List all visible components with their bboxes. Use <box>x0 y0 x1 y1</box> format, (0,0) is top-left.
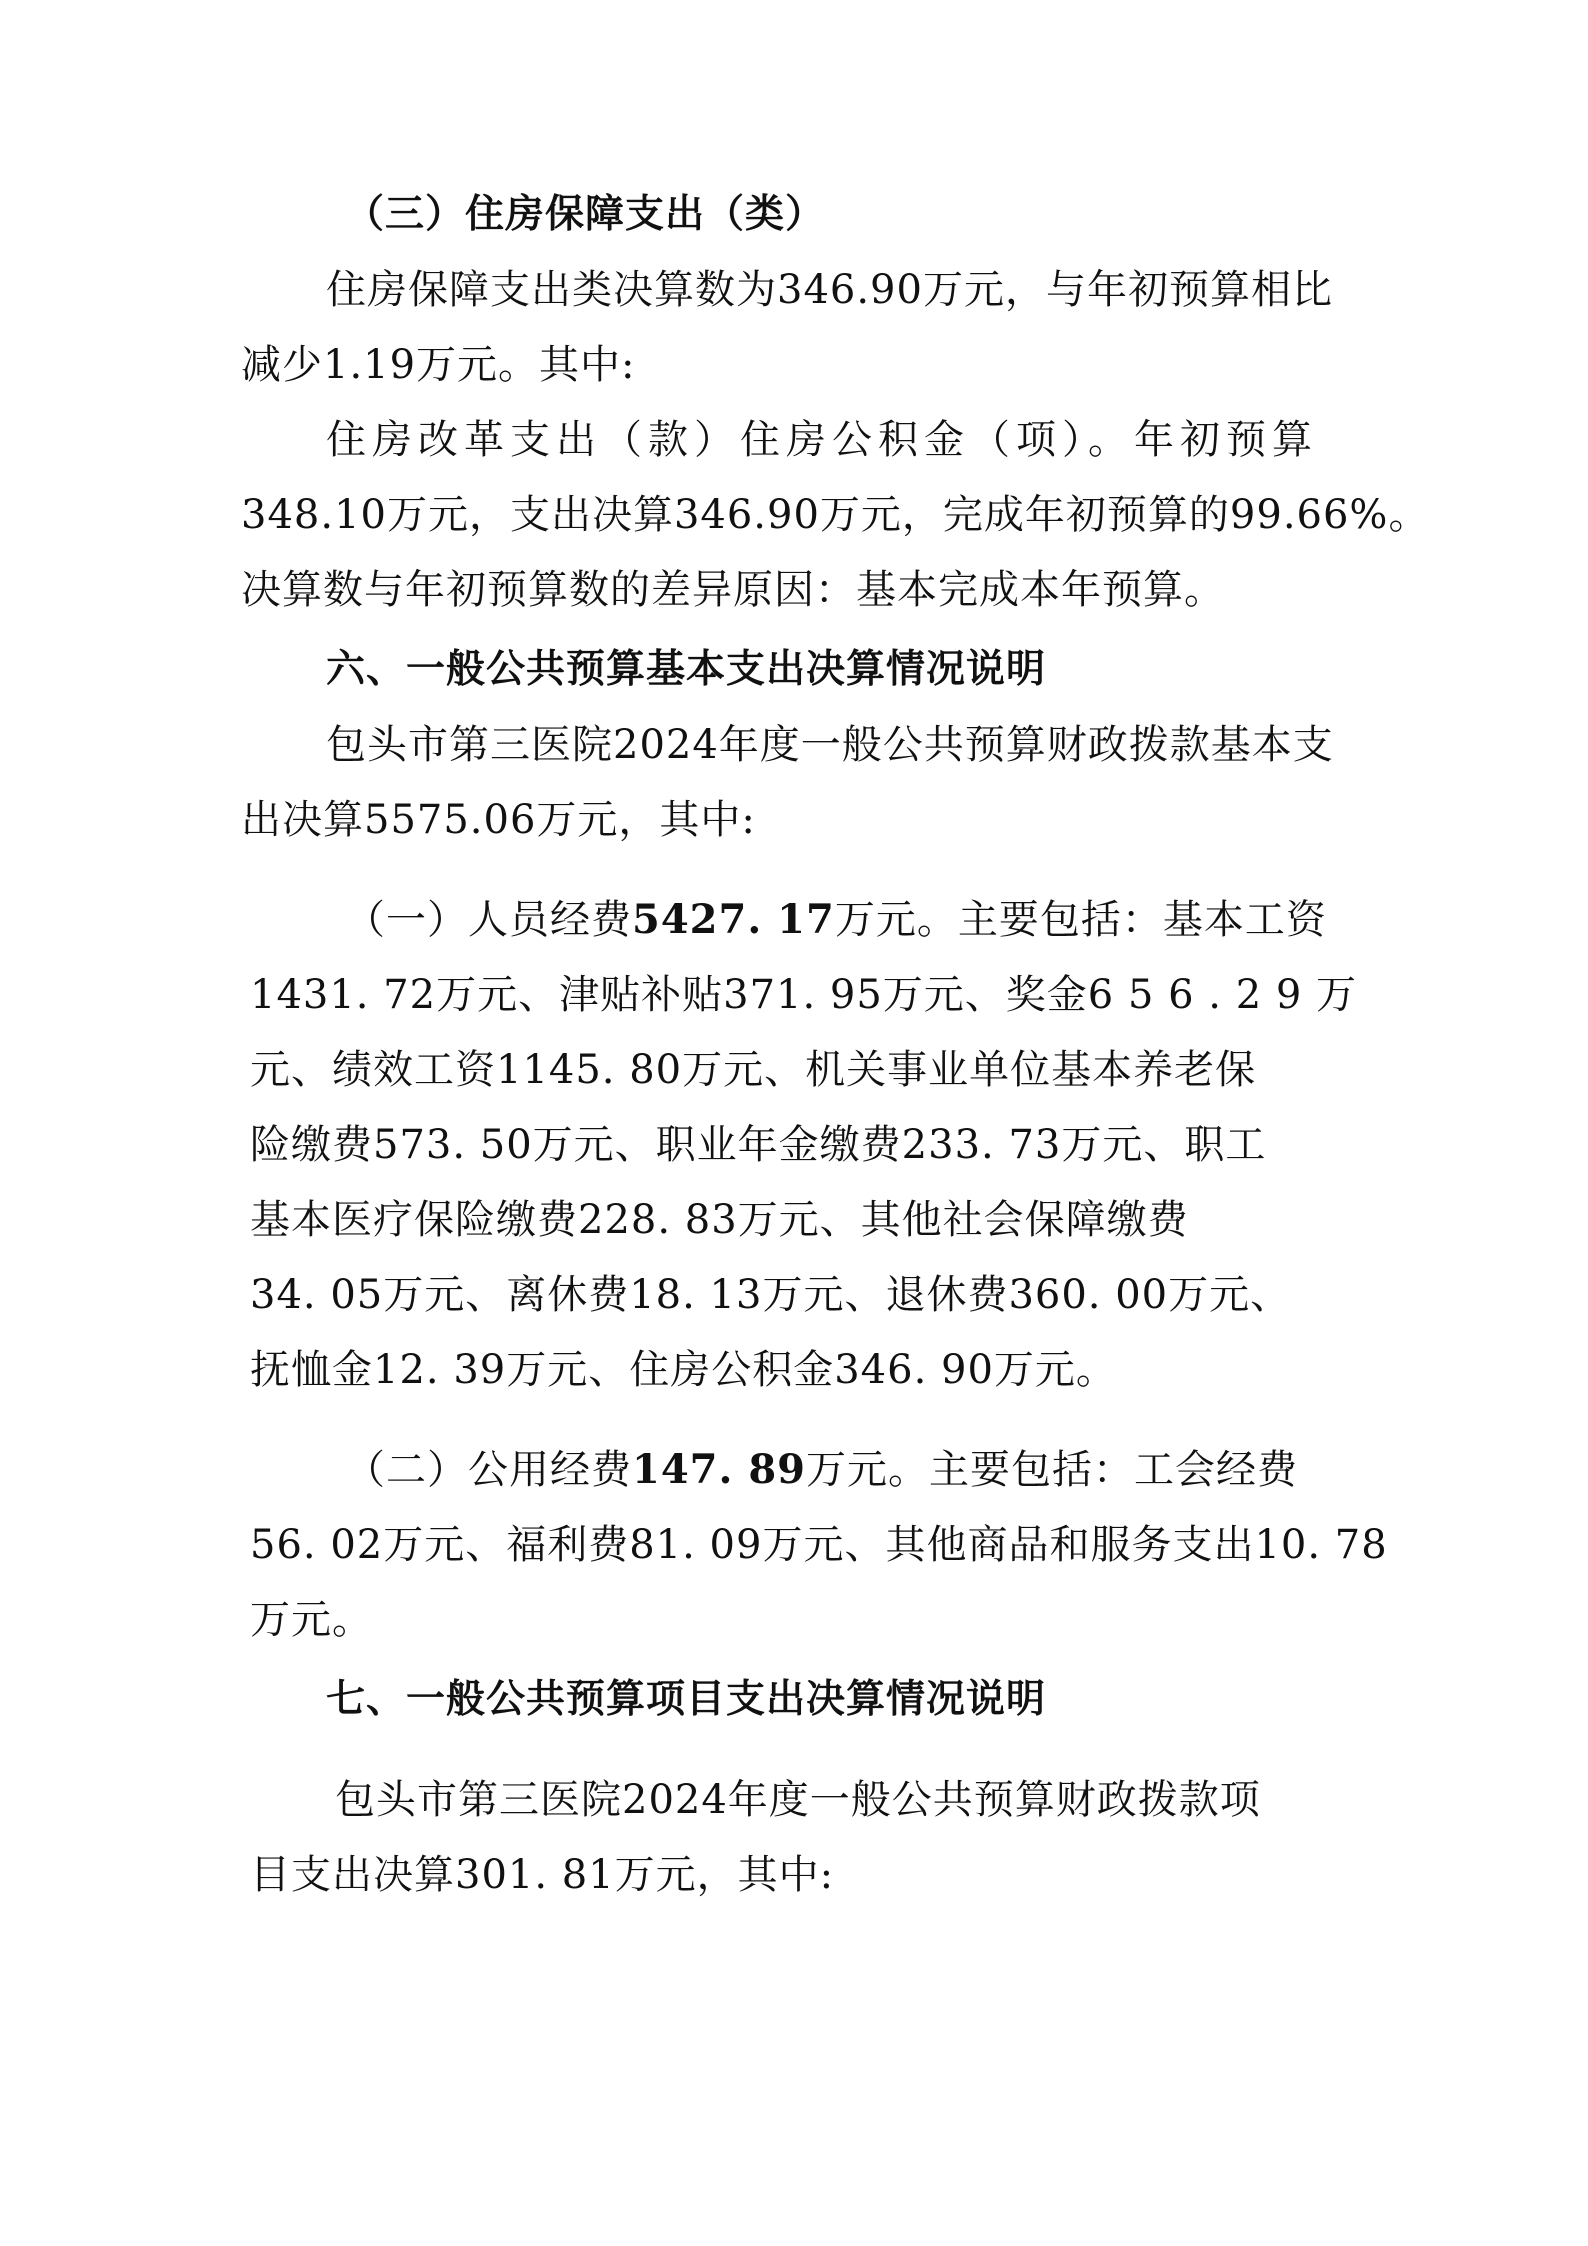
personnel-expense-line <box>345 896 1327 944</box>
paragraph-line: 抚恤金12. 39万元、住房公积金346. 90万元。 <box>250 1347 1117 1393</box>
paragraph-line: 出决算5575.06万元，其中: <box>241 797 756 843</box>
paragraph-line: 348.10万元，支出决算346.90万元，完成年初预算的99.66%。 <box>241 492 1430 538</box>
personnel-expense-amount: 5427. 17 <box>632 896 835 943</box>
personnel-expense-desc: 万元。主要包括：基本工资 <box>834 897 1327 943</box>
paragraph-line: 包头市第三医院2024年度一般公共预算财政拨款基本支 <box>326 722 1334 768</box>
paragraph-line: 险缴费573. 50万元、职业年金缴费233. 73万元、职工 <box>250 1122 1267 1168</box>
paragraph-line: 包头市第三医院2024年度一般公共预算财政拨款项 <box>335 1777 1261 1823</box>
paragraph-line: 万元。 <box>250 1597 373 1643</box>
personnel-expense-label: （一）人员经费 <box>345 897 632 943</box>
paragraph-line: 1431. 72万元、津贴补贴371. 95万元、奖金6 5 6 . 2 9 万 <box>250 972 1358 1018</box>
paragraph-line: 34. 05万元、离休费18. 13万元、退休费360. 00万元、 <box>250 1272 1292 1318</box>
paragraph-line: 住房改革支出（款）住房公积金（项）。年初预算 <box>326 417 1318 463</box>
paragraph-line: 减少1.19万元。其中: <box>241 342 636 388</box>
public-expense-label: （二）公用经费 <box>345 1447 632 1493</box>
section-heading-basic-expenditure: 六、一般公共预算基本支出决算情况说明 <box>326 647 1047 692</box>
public-expense-line <box>345 1446 1298 1494</box>
paragraph-line: 56. 02万元、福利费81. 09万元、其他商品和服务支出10. 78 <box>250 1522 1388 1568</box>
section-heading-housing: （三）住房保障支出（类） <box>345 192 826 237</box>
paragraph-line: 决算数与年初预算数的差异原因：基本完成本年预算。 <box>241 567 1225 613</box>
public-expense-amount: 147. 89 <box>632 1446 807 1493</box>
paragraph-line: 基本医疗保险缴费228. 83万元、其他社会保障缴费 <box>250 1197 1189 1243</box>
paragraph-line: 住房保障支出类决算数为346.90万元，与年初预算相比 <box>326 267 1333 313</box>
paragraph-line: 元、绩效工资1145. 80万元、机关事业单位基本养老保 <box>250 1047 1257 1093</box>
section-heading-project-expenditure: 七、一般公共预算项目支出决算情况说明 <box>326 1677 1047 1722</box>
public-expense-desc: 万元。主要包括：工会经费 <box>806 1447 1299 1493</box>
paragraph-line: 目支出决算301. 81万元，其中: <box>250 1852 835 1898</box>
